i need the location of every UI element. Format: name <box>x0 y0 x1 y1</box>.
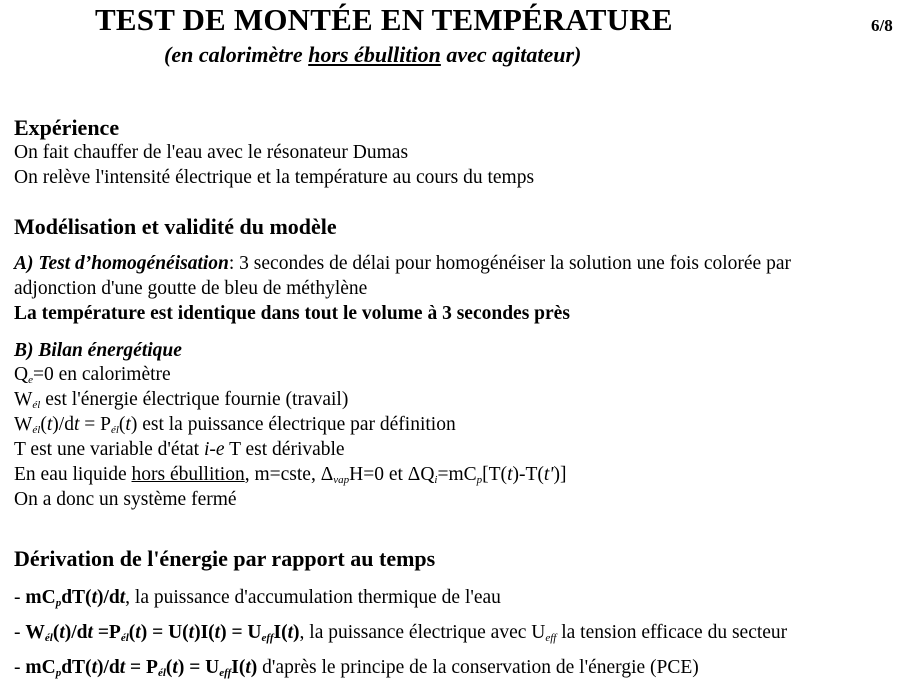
item1-rest: , la puissance d'accumulation thermique de l'eau <box>125 587 501 608</box>
item2-t5: t <box>214 622 221 643</box>
subtitle-post: avec agitateur) <box>440 42 582 67</box>
test-homogeneisation-line <box>14 253 791 275</box>
dw-w: W <box>14 414 33 435</box>
eau-mid3: =mC <box>437 464 477 485</box>
modelisation-heading: Modélisation et validité du modèle <box>14 214 337 239</box>
item3-g: I( <box>231 657 246 678</box>
subtitle-pre: (en calorimètre <box>164 42 309 67</box>
item3-el-sub: él <box>157 667 166 679</box>
eau-t1: t <box>507 464 513 485</box>
eau-mid2: H=0 et ΔQ <box>349 464 435 485</box>
item2-rest2: la tension efficace du secteur <box>556 622 788 643</box>
item2-t6: t <box>287 622 294 643</box>
dw-rest: ) est la puissance électrique par définition <box>130 414 456 435</box>
derivation-heading: Dérivation de l'énergie par rapport au temps <box>14 546 436 571</box>
t-ie: i-e <box>203 439 225 460</box>
t-line <box>14 439 345 461</box>
t-post: T est dérivable <box>224 439 345 460</box>
item2-f: I( <box>273 622 288 643</box>
ferme-line: On a donc un système fermé <box>14 489 237 510</box>
subtitle-underlined: hors ébullition <box>308 42 441 67</box>
item2-e: ) = U <box>220 622 262 643</box>
item2-b: =P <box>92 622 121 643</box>
item2-g: ) <box>293 622 300 643</box>
q-sub: e <box>28 374 33 386</box>
item3-a: mC <box>25 657 56 678</box>
derivation-item-1 <box>14 587 501 609</box>
page-title: TEST DE MONTÉE EN TEMPÉRATURE <box>95 2 673 37</box>
dw-t2: t <box>73 414 80 435</box>
homogeneisation-conclusion: La température est identique dans tout le volume à 3 secondes près <box>14 303 570 324</box>
q-rest: =0 en calorimètre <box>32 364 171 385</box>
item2-w-sub: él <box>44 632 53 644</box>
w-rest: est l'énergie électrique fournie (travail) <box>40 389 349 410</box>
item3-p-sub: p <box>55 667 62 679</box>
experience-heading: Expérience <box>14 115 120 140</box>
page-number: 6/8 <box>871 16 893 35</box>
w-sub: él <box>32 399 41 411</box>
item2-c: ) = U( <box>140 622 189 643</box>
dw-t3: t <box>125 414 131 435</box>
eau-mid: , m=cste, Δ <box>244 464 334 485</box>
dw-line: $W_{él}(t)/dt = P_{él}(t)$ est la puissance électrique par définition <box>14 414 456 436</box>
t-pre: T est une variable d'état <box>14 439 204 460</box>
item2-d: )I( <box>194 622 215 643</box>
bilan-energetique-label: B) Bilan énergétique <box>14 340 182 361</box>
item2-a: )/d <box>64 622 88 643</box>
item1-slash: )/d <box>96 587 120 608</box>
item2-dash: - <box>14 622 26 643</box>
derivation-item-3 <box>14 657 699 679</box>
item2-t4: t <box>188 622 195 643</box>
item1-t2: t <box>119 587 126 608</box>
dw-w-sub: él <box>32 424 41 436</box>
dw-p-sub: él <box>110 424 119 436</box>
item1-p-sub: p <box>55 597 62 609</box>
item2-rest1: , la puissance électrique avec U <box>299 622 546 643</box>
item2-rest-sub: eff <box>545 632 557 644</box>
item2-u-sub: eff <box>261 632 274 644</box>
experience-line-2: On relève l'intensité électrique et la température au cours du temps <box>14 167 535 188</box>
item3-dash: - <box>14 657 26 678</box>
w-line <box>14 389 348 411</box>
item1-mc: mC <box>25 587 56 608</box>
page-subtitle <box>164 42 581 68</box>
item3-e: ( <box>165 657 173 678</box>
item3-b: dT( <box>61 657 92 678</box>
eau-line <box>14 464 566 486</box>
item1-dash: - <box>14 587 26 608</box>
eau-i-sub: i <box>434 474 438 486</box>
item3-t1: t <box>91 657 97 678</box>
q-line <box>14 364 171 386</box>
item2-p-sub: él <box>120 632 129 644</box>
item3-u-sub: eff <box>219 667 232 679</box>
test-homogeneisation-text: : 3 secondes de délai pour homogénéiser la solution une fois colorée par <box>228 253 791 274</box>
test-homogeneisation-label: A) Test d’homogénéisation <box>14 253 229 274</box>
item3-d: = P <box>125 657 158 678</box>
w-symbol: W <box>14 389 33 410</box>
item3-t4: t <box>245 657 251 678</box>
item2-t1: t <box>59 622 65 643</box>
item3-f: ) = U <box>177 657 220 678</box>
eau-vap-sub: vap <box>333 474 350 486</box>
eau-t2: t' <box>543 464 554 485</box>
experience-line-1: On fait chauffer de l'eau avec le résonateur Dumas <box>14 142 409 163</box>
eau-mid5: )-T( <box>512 464 544 485</box>
item2-w: W <box>25 622 45 643</box>
q-symbol: Q <box>14 364 29 385</box>
item3-h: ) <box>250 657 258 678</box>
test-homogeneisation-line-2: adjonction d'une goutte de bleu de méthylène <box>14 278 368 299</box>
derivation-item-2: - $W_{él}(t)/dt =P_{él}(t) = U(t)I(t) = U_{eff}I(t)$, la puissance électrique avec $U_{eff}$ la tension efficace du secteur <box>14 622 788 644</box>
item2-t3: t <box>135 622 141 643</box>
item2-t2: t <box>87 622 93 643</box>
item3-t2: t <box>119 657 126 678</box>
eau-p-sub: p <box>476 474 483 486</box>
eau-pre: En eau liquide <box>14 464 132 485</box>
item1-dt: dT( <box>61 587 92 608</box>
dw-mid: )/d <box>52 414 74 435</box>
eau-end: )] <box>553 464 567 485</box>
eau-underlined: hors ébullition <box>131 464 245 485</box>
item3-rest: d'après le principe de la conservation de l'énergie (PCE) <box>257 657 699 678</box>
item3-c: )/d <box>96 657 120 678</box>
item1-t: t <box>91 587 97 608</box>
item3-t3: t <box>172 657 178 678</box>
eau-mid4: [T( <box>482 464 508 485</box>
dw-eq: = P <box>79 414 111 435</box>
dw-t1: t <box>46 414 53 435</box>
